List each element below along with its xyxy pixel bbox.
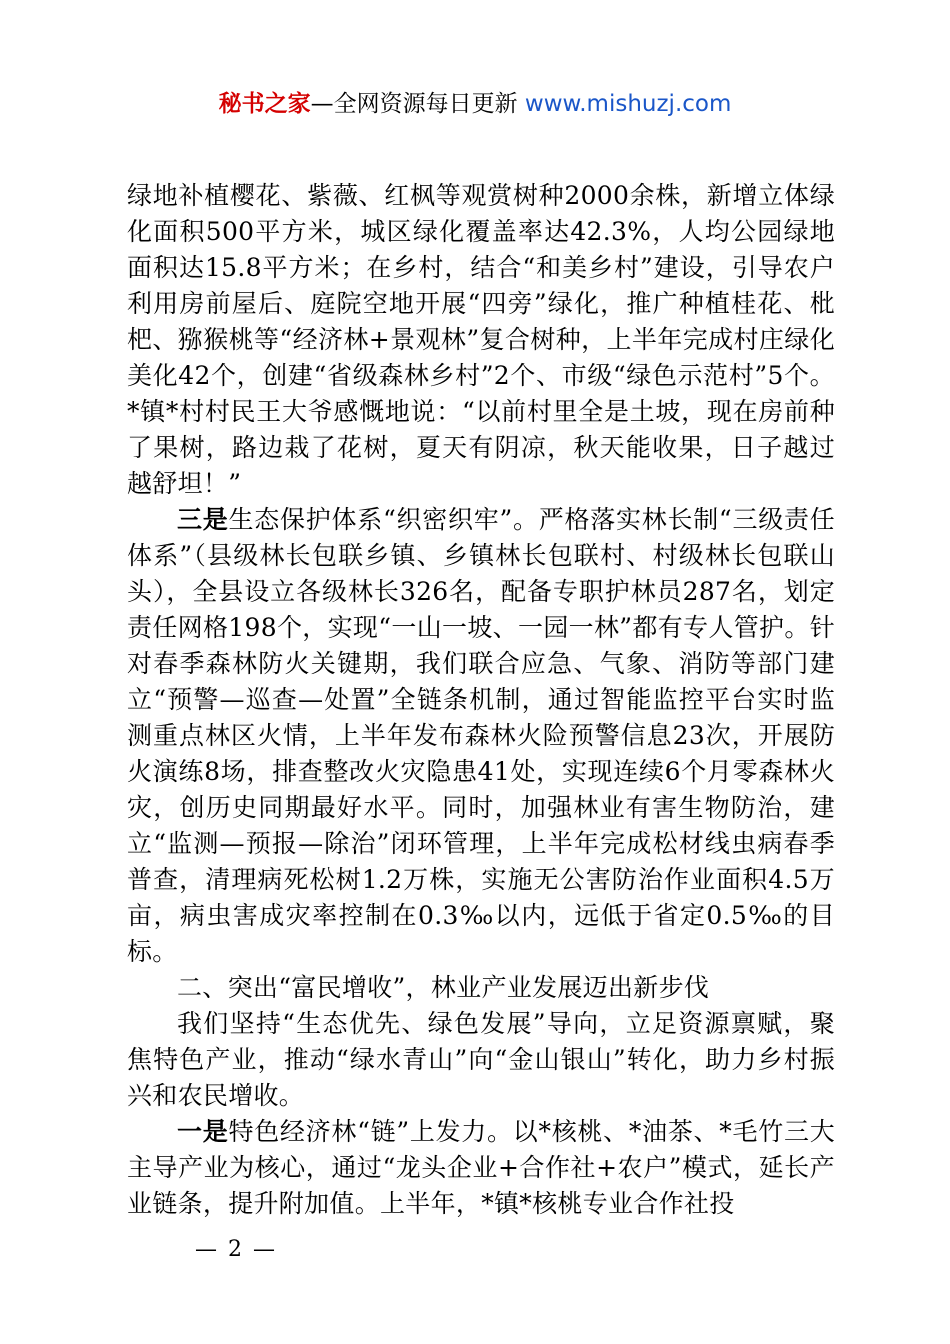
paragraph-intro: 我们坚持“生态优先、绿色发展”导向，立足资源禀赋，聚焦特色产业，推动“绿水青山”向“金山银山”转化，助力乡村振兴和农民增收。: [127, 1009, 835, 1110]
brand-name: 秘书之家: [218, 91, 311, 117]
header-url-link[interactable]: www.mishuzj.com: [524, 91, 732, 117]
site-header: [0, 88, 950, 120]
paragraph-lead: 一是: [177, 1117, 229, 1146]
paragraph-economic-forest: [127, 1114, 835, 1222]
paragraph-lead: 三是: [177, 505, 229, 534]
paragraph-text: 生态保护体系“织密织牢”。严格落实林长制“三级责任体系”（县级林长包联乡镇、乡镇林长包联村、村级林长包联山头），全县设立各级林长326名，配备专职护林员287名，划定责任网格198个，实现“一山一坡、一园一林”都有专人管护。针对春季森林防火关键期，我们联合应急、气象、消防等部门建立“预警—巡查—处置”全链条机制，通过智能监控平台实时监测重点林区火情，上半年发布森林火险预警信息23次，开展防火演练8场，排查整改火灾隐患41处，实现连续6个月零森林火灾，创历史同期最好水平。同时，加强林业有害生物防治，建立“监测—预报—除治”闭环管理，上半年完成松材线虫病春季普查，清理病死松树1.2万株，实施无公害防治作业面积4.5万亩，病虫害成灾率控制在0.3‰以内，远低于省定0.5‰的目标。: [127, 505, 835, 966]
header-tagline: —全网资源每日更新: [310, 91, 518, 117]
page-number: — 2 —: [195, 1237, 277, 1262]
document-body: [127, 178, 835, 1222]
section-heading: 二、突出“富民增收”，林业产业发展迈出新步伐: [177, 973, 710, 1002]
paragraph-text: 特色经济林“链”上发力。以*核桃、*油茶、*毛竹三大主导产业为核心，通过“龙头企业+合作社+农户”模式，延长产业链条，提升附加值。上半年，*镇*核桃专业合作社投: [127, 1117, 835, 1218]
paragraph-continued: 绿地补植樱花、紫薇、红枫等观赏树种2000余株，新增立体绿化面积500平方米，城区绿化覆盖率达42.3%，人均公园绿地面积达15.8平方米；在乡村，结合“和美乡村”建设，引导农户利用房前屋后、庭院空地开展“四旁”绿化，推广种植桂花、枇杷、猕猴桃等“经济林+景观林”复合树种，上半年完成村庄绿化美化42个，创建“省级森林乡村”2个、市级“绿色示范村”5个。*镇*村村民王大爷感慨地说：“以前村里全是土坡，现在房前种了果树，路边栽了花树，夏天有阴凉，秋天能收果，日子越过越舒坦！”: [127, 181, 835, 498]
paragraph-ecological-protection: [127, 502, 835, 970]
